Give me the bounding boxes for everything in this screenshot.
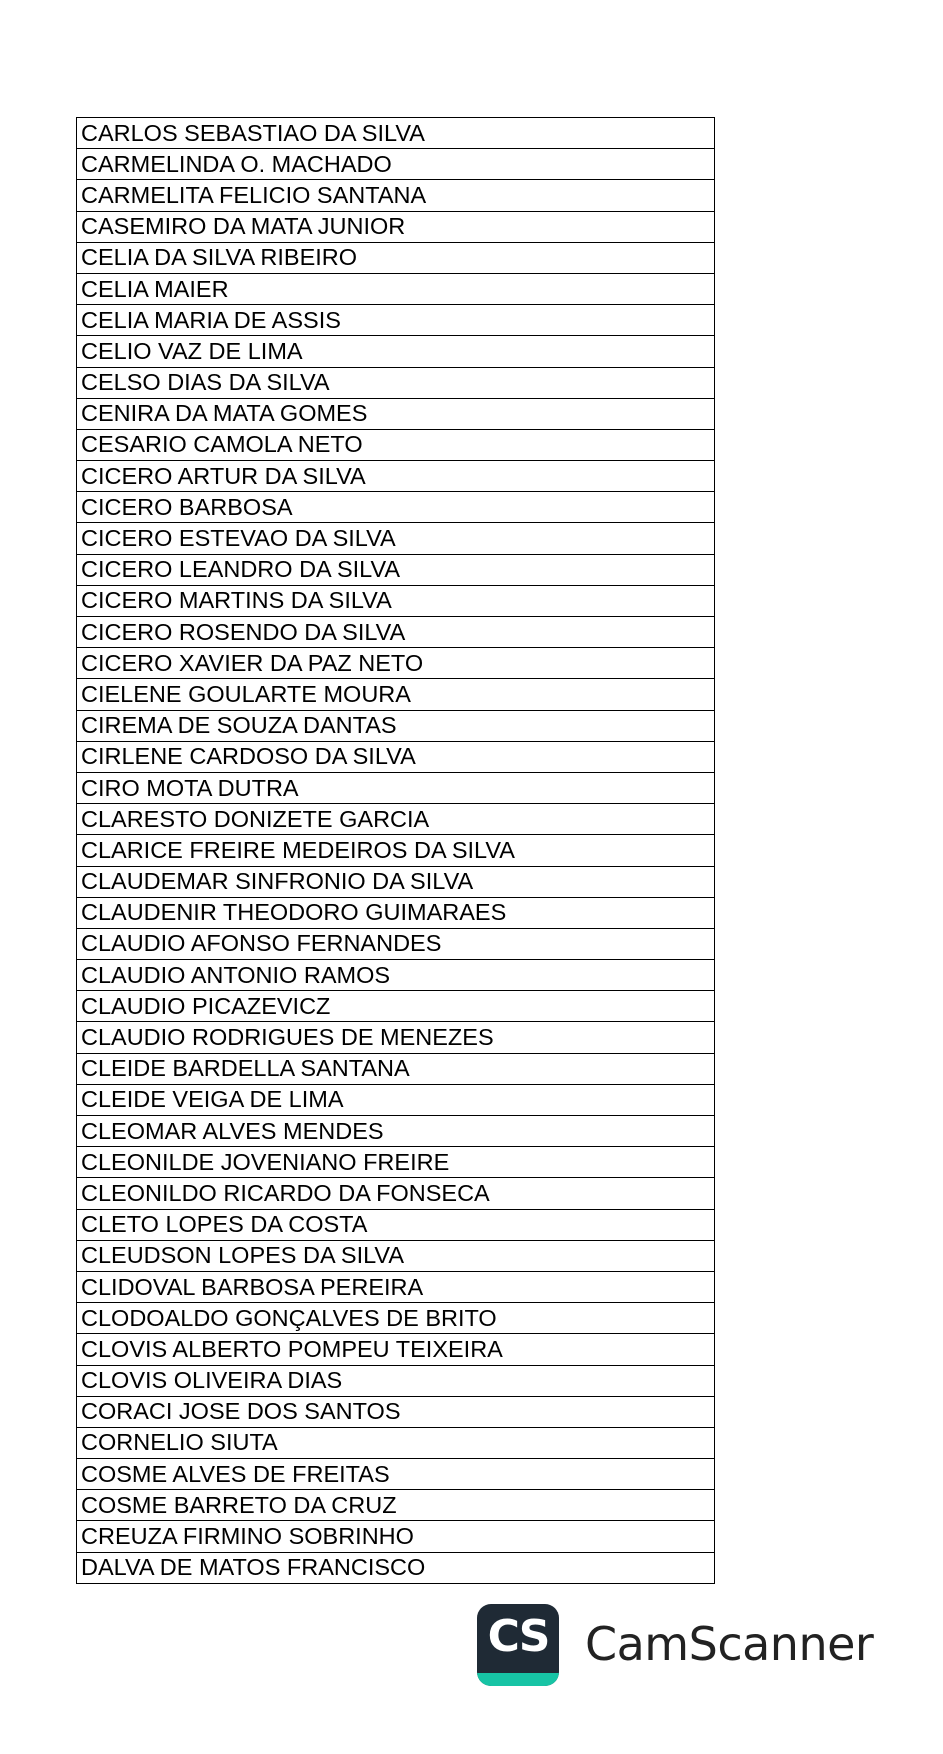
name-cell: CLODOALDO GONÇALVES DE BRITO	[77, 1303, 715, 1334]
name-cell: CLOVIS OLIVEIRA DIAS	[77, 1365, 715, 1396]
name-cell: COSME ALVES DE FREITAS	[77, 1459, 715, 1490]
table-row	[77, 273, 715, 304]
name-cell: CELIA MAIER	[77, 273, 715, 304]
table-row	[77, 1240, 715, 1271]
table-row	[77, 118, 715, 149]
name-cell: CICERO MARTINS DA SILVA	[77, 585, 715, 616]
name-cell: CICERO LEANDRO DA SILVA	[77, 554, 715, 585]
name-cell: CICERO ARTUR DA SILVA	[77, 461, 715, 492]
name-cell: CARMELINDA O. MACHADO	[77, 149, 715, 180]
table-row	[77, 648, 715, 679]
name-cell: DALVA DE MATOS FRANCISCO	[77, 1552, 715, 1583]
camscanner-badge-letters: CS	[487, 1611, 549, 1662]
table-row	[77, 554, 715, 585]
table-row	[77, 1459, 715, 1490]
table-row	[77, 617, 715, 648]
name-cell: CORACI JOSE DOS SANTOS	[77, 1396, 715, 1427]
name-cell: CLAUDIO RODRIGUES DE MENEZES	[77, 1022, 715, 1053]
table-row	[77, 1022, 715, 1053]
name-cell: CLEUDSON LOPES DA SILVA	[77, 1240, 715, 1271]
name-cell: CARLOS SEBASTIAO DA SILVA	[77, 118, 715, 149]
table-row	[77, 772, 715, 803]
name-cell: CLEONILDO RICARDO DA FONSECA	[77, 1178, 715, 1209]
name-cell: CLEIDE VEIGA DE LIMA	[77, 1084, 715, 1115]
table-row	[77, 1209, 715, 1240]
table-row	[77, 1521, 715, 1552]
table-row	[77, 991, 715, 1022]
table-row	[77, 1396, 715, 1427]
name-cell: CICERO ROSENDO DA SILVA	[77, 617, 715, 648]
camscanner-logo-icon	[477, 1604, 559, 1686]
name-cell: CIRO MOTA DUTRA	[77, 772, 715, 803]
name-cell: COSME BARRETO DA CRUZ	[77, 1490, 715, 1521]
table-row	[77, 866, 715, 897]
name-cell: CELSO DIAS DA SILVA	[77, 367, 715, 398]
table-row	[77, 1552, 715, 1583]
name-cell: CLAUDENIR THEODORO GUIMARAES	[77, 897, 715, 928]
names-table	[76, 117, 715, 1584]
table-row	[77, 492, 715, 523]
camscanner-wordmark: CamScanner	[585, 1617, 874, 1671]
name-cell: CICERO ESTEVAO DA SILVA	[77, 523, 715, 554]
table-row	[77, 398, 715, 429]
name-cell: CIELENE GOULARTE MOURA	[77, 679, 715, 710]
table-row	[77, 1084, 715, 1115]
name-cell: CLAUDIO PICAZEVICZ	[77, 991, 715, 1022]
table-row	[77, 897, 715, 928]
table-row	[77, 1334, 715, 1365]
table-row	[77, 928, 715, 959]
table-row	[77, 461, 715, 492]
name-cell: CLIDOVAL BARBOSA PEREIRA	[77, 1271, 715, 1302]
table-row	[77, 1053, 715, 1084]
name-cell: CELIA MARIA DE ASSIS	[77, 305, 715, 336]
name-cell: CLETO LOPES DA COSTA	[77, 1209, 715, 1240]
name-cell: CICERO BARBOSA	[77, 492, 715, 523]
name-cell: CLEIDE BARDELLA SANTANA	[77, 1053, 715, 1084]
table-row	[77, 1427, 715, 1458]
name-cell: CENIRA DA MATA GOMES	[77, 398, 715, 429]
table-row	[77, 149, 715, 180]
names-table-body	[77, 118, 715, 1584]
table-row	[77, 180, 715, 211]
name-cell: CESARIO CAMOLA NETO	[77, 429, 715, 460]
table-row	[77, 1303, 715, 1334]
table-row	[77, 804, 715, 835]
name-cell: CLOVIS ALBERTO POMPEU TEIXEIRA	[77, 1334, 715, 1365]
table-row	[77, 429, 715, 460]
table-row	[77, 523, 715, 554]
table-row	[77, 1178, 715, 1209]
name-cell: CLAUDIO AFONSO FERNANDES	[77, 928, 715, 959]
table-row	[77, 835, 715, 866]
name-cell: CASEMIRO DA MATA JUNIOR	[77, 211, 715, 242]
name-cell: CLARESTO DONIZETE GARCIA	[77, 804, 715, 835]
table-row	[77, 305, 715, 336]
table-row	[77, 960, 715, 991]
name-cell: CLAUDIO ANTONIO RAMOS	[77, 960, 715, 991]
table-row	[77, 710, 715, 741]
table-row	[77, 1147, 715, 1178]
table-row	[77, 1490, 715, 1521]
name-cell: CLEONILDE JOVENIANO FREIRE	[77, 1147, 715, 1178]
name-cell: CELIA DA SILVA RIBEIRO	[77, 242, 715, 273]
name-cell: CICERO XAVIER DA PAZ NETO	[77, 648, 715, 679]
name-cell: CREUZA FIRMINO SOBRINHO	[77, 1521, 715, 1552]
name-cell: CARMELITA FELICIO SANTANA	[77, 180, 715, 211]
table-row	[77, 211, 715, 242]
table-row	[77, 367, 715, 398]
name-cell: CORNELIO SIUTA	[77, 1427, 715, 1458]
name-cell: CELIO VAZ DE LIMA	[77, 336, 715, 367]
camscanner-watermark	[477, 1604, 897, 1686]
name-cell: CIREMA DE SOUZA DANTAS	[77, 710, 715, 741]
table-row	[77, 585, 715, 616]
name-cell: CIRLENE CARDOSO DA SILVA	[77, 741, 715, 772]
name-cell: CLEOMAR ALVES MENDES	[77, 1116, 715, 1147]
table-row	[77, 1365, 715, 1396]
name-cell: CLAUDEMAR SINFRONIO DA SILVA	[77, 866, 715, 897]
table-row	[77, 1271, 715, 1302]
table-row	[77, 679, 715, 710]
table-row	[77, 242, 715, 273]
camscanner-badge-accent	[477, 1673, 559, 1686]
table-row	[77, 336, 715, 367]
name-cell: CLARICE FREIRE MEDEIROS DA SILVA	[77, 835, 715, 866]
table-row	[77, 741, 715, 772]
table-row	[77, 1116, 715, 1147]
